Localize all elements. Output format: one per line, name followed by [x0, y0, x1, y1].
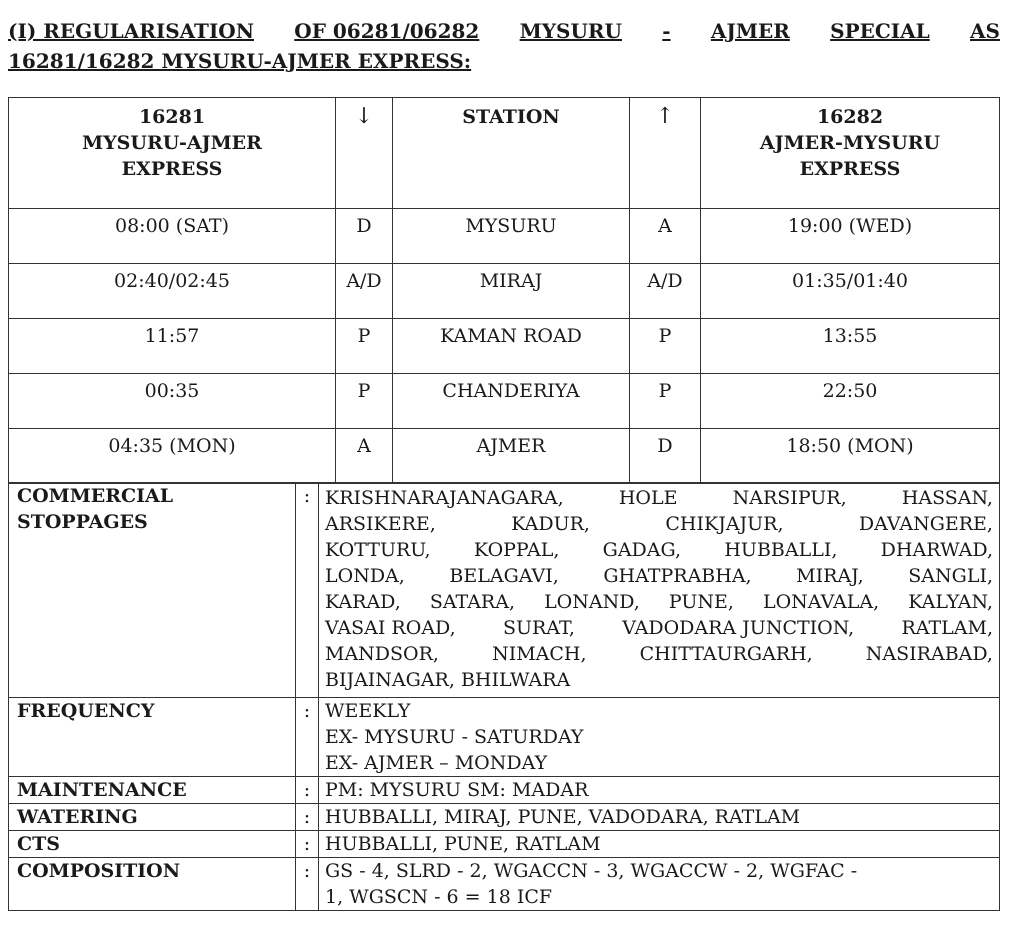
- station-name: AJMER: [393, 429, 630, 484]
- heading-word: SPECIAL: [830, 19, 930, 43]
- value-maintenance: PM: MYSURU SM: MADAR: [319, 777, 1000, 804]
- stoppage-line: [325, 537, 993, 563]
- down-time: 08:00 (SAT): [9, 209, 336, 264]
- stoppage: MANDSOR,: [325, 643, 439, 665]
- timetable-header-row: [9, 98, 1000, 209]
- heading-word: AJMER: [710, 19, 790, 43]
- down-time: 02:40/02:45: [9, 264, 336, 319]
- row-cts: [9, 831, 1000, 858]
- heading-word: AS: [970, 19, 1000, 43]
- label-line: COMMERCIAL: [17, 485, 174, 507]
- stoppage: ARSIKERE,: [325, 513, 436, 535]
- row-watering: [9, 804, 1000, 831]
- up-code: P: [630, 319, 701, 374]
- header-train-16282: [701, 98, 1000, 209]
- train-name: MYSURU-AJMER: [82, 132, 262, 154]
- separator: :: [296, 777, 319, 804]
- table-row: [9, 374, 1000, 429]
- stoppage: SANGLI,: [908, 565, 993, 587]
- stoppage: GHATPRABHA,: [603, 565, 752, 587]
- stoppage: VASAI ROAD,: [325, 617, 456, 639]
- separator: :: [296, 698, 319, 777]
- station-name: CHANDERIYA: [393, 374, 630, 429]
- separator: :: [296, 804, 319, 831]
- stoppage: NIMACH,: [492, 643, 587, 665]
- down-arrow-icon: ↓: [336, 98, 393, 209]
- stoppage: RATLAM,: [901, 617, 993, 639]
- label-line: STOPPAGES: [17, 511, 148, 533]
- table-row: [9, 209, 1000, 264]
- stoppage-line: [325, 563, 993, 589]
- value-frequency: [319, 698, 1000, 777]
- label-commercial-stoppages: [9, 483, 296, 698]
- table-row: [9, 264, 1000, 319]
- stoppage: VADODARA JUNCTION,: [622, 617, 855, 639]
- stoppage: MIRAJ,: [796, 565, 864, 587]
- up-time: 22:50: [701, 374, 1000, 429]
- frequency-line: EX- MYSURU - SATURDAY: [325, 726, 584, 748]
- up-arrow-icon: ↑: [630, 98, 701, 209]
- down-code: A: [336, 429, 393, 484]
- down-code: D: [336, 209, 393, 264]
- station-name: MIRAJ: [393, 264, 630, 319]
- up-time: 19:00 (WED): [701, 209, 1000, 264]
- down-code: A/D: [336, 264, 393, 319]
- heading-line-2: 16281/16282 MYSURU-AJMER EXPRESS:: [8, 49, 472, 73]
- details-table: [8, 482, 1000, 911]
- up-code: P: [630, 374, 701, 429]
- stoppage: CHITTAURGARH,: [639, 643, 813, 665]
- timetable: [8, 97, 1000, 484]
- stoppage: LONAVALA,: [762, 591, 880, 613]
- composition-line: 1, WGSCN - 6 = 18 ICF: [325, 886, 553, 908]
- stoppage: KOTTURU,: [325, 539, 431, 561]
- composition-line: GS - 4, SLRD - 2, WGACCN - 3, WGACCW - 2, WGFAC -: [325, 860, 858, 882]
- stoppage: KARAD,: [325, 591, 401, 613]
- down-time: 00:35: [9, 374, 336, 429]
- train-name: EXPRESS: [121, 158, 223, 180]
- value-commercial-stoppages: [319, 483, 1000, 698]
- station-name: KAMAN ROAD: [393, 319, 630, 374]
- separator: :: [296, 831, 319, 858]
- stoppage: SURAT,: [502, 617, 575, 639]
- heading-word: OF 06281/06282: [294, 19, 480, 43]
- frequency-line: EX- AJMER – MONDAY: [325, 752, 548, 774]
- stoppage: SATARA,: [429, 591, 515, 613]
- down-code: P: [336, 319, 393, 374]
- heading-word: (I) REGULARISATION: [8, 19, 254, 43]
- stoppage: KALYAN,: [908, 591, 993, 613]
- value-watering: HUBBALLI, MIRAJ, PUNE, VADODARA, RATLAM: [319, 804, 1000, 831]
- stoppage: BELAGAVI,: [449, 565, 559, 587]
- up-code: A: [630, 209, 701, 264]
- stoppage: BIJAINAGAR, BHILWARA: [325, 669, 571, 691]
- label-composition: COMPOSITION: [9, 858, 296, 911]
- up-time: 18:50 (MON): [701, 429, 1000, 484]
- down-time: 04:35 (MON): [9, 429, 336, 484]
- value-composition: [319, 858, 1000, 911]
- label-watering: WATERING: [9, 804, 296, 831]
- stoppage: NASIRABAD,: [865, 643, 993, 665]
- stoppage: NARSIPUR,: [732, 487, 847, 509]
- up-time: 01:35/01:40: [701, 264, 1000, 319]
- frequency-line: WEEKLY: [325, 700, 411, 722]
- stoppage: HOLE: [618, 487, 678, 509]
- stoppage: CHIKJAJUR,: [665, 513, 784, 535]
- label-maintenance: MAINTENANCE: [9, 777, 296, 804]
- stoppage: HUBBALLI,: [724, 539, 838, 561]
- stoppage-line: [325, 589, 993, 615]
- up-code: A/D: [630, 264, 701, 319]
- separator: :: [296, 483, 319, 698]
- header-train-16281: [9, 98, 336, 209]
- stoppage-line: [325, 667, 993, 693]
- heading-word: MYSURU: [519, 19, 622, 43]
- label-cts: CTS: [9, 831, 296, 858]
- table-row: [9, 429, 1000, 484]
- stoppage: KOPPAL,: [473, 539, 560, 561]
- separator: :: [296, 858, 319, 911]
- train-number: 16281: [138, 106, 206, 128]
- stoppage-line: [325, 511, 993, 537]
- row-commercial-stoppages: [9, 483, 1000, 698]
- stoppage: DHARWAD,: [880, 539, 993, 561]
- stoppage: GADAG,: [602, 539, 682, 561]
- row-frequency: [9, 698, 1000, 777]
- stoppage: KRISHNARAJANAGARA,: [325, 487, 564, 509]
- page-heading: [8, 16, 1000, 76]
- up-code: D: [630, 429, 701, 484]
- header-station: STATION: [393, 98, 630, 209]
- table-row: [9, 319, 1000, 374]
- heading-line-1: [8, 16, 1000, 46]
- down-time: 11:57: [9, 319, 336, 374]
- label-frequency: FREQUENCY: [9, 698, 296, 777]
- stoppage: KADUR,: [511, 513, 590, 535]
- up-time: 13:55: [701, 319, 1000, 374]
- stoppage: HASSAN,: [901, 487, 993, 509]
- station-name: MYSURU: [393, 209, 630, 264]
- heading-word: -: [662, 19, 671, 43]
- stoppage: LONDA,: [325, 565, 405, 587]
- stoppage: DAVANGERE,: [858, 513, 993, 535]
- down-code: P: [336, 374, 393, 429]
- stoppage-line: [325, 615, 993, 641]
- train-name: EXPRESS: [799, 158, 901, 180]
- row-maintenance: [9, 777, 1000, 804]
- train-name: AJMER-MYSURU: [759, 132, 941, 154]
- train-number: 16282: [816, 106, 884, 128]
- stoppage: PUNE,: [668, 591, 734, 613]
- stoppage-line: [325, 485, 993, 511]
- row-composition: [9, 858, 1000, 911]
- stoppage: LONAND,: [544, 591, 640, 613]
- stoppage-line: [325, 641, 993, 667]
- value-cts: HUBBALLI, PUNE, RATLAM: [319, 831, 1000, 858]
